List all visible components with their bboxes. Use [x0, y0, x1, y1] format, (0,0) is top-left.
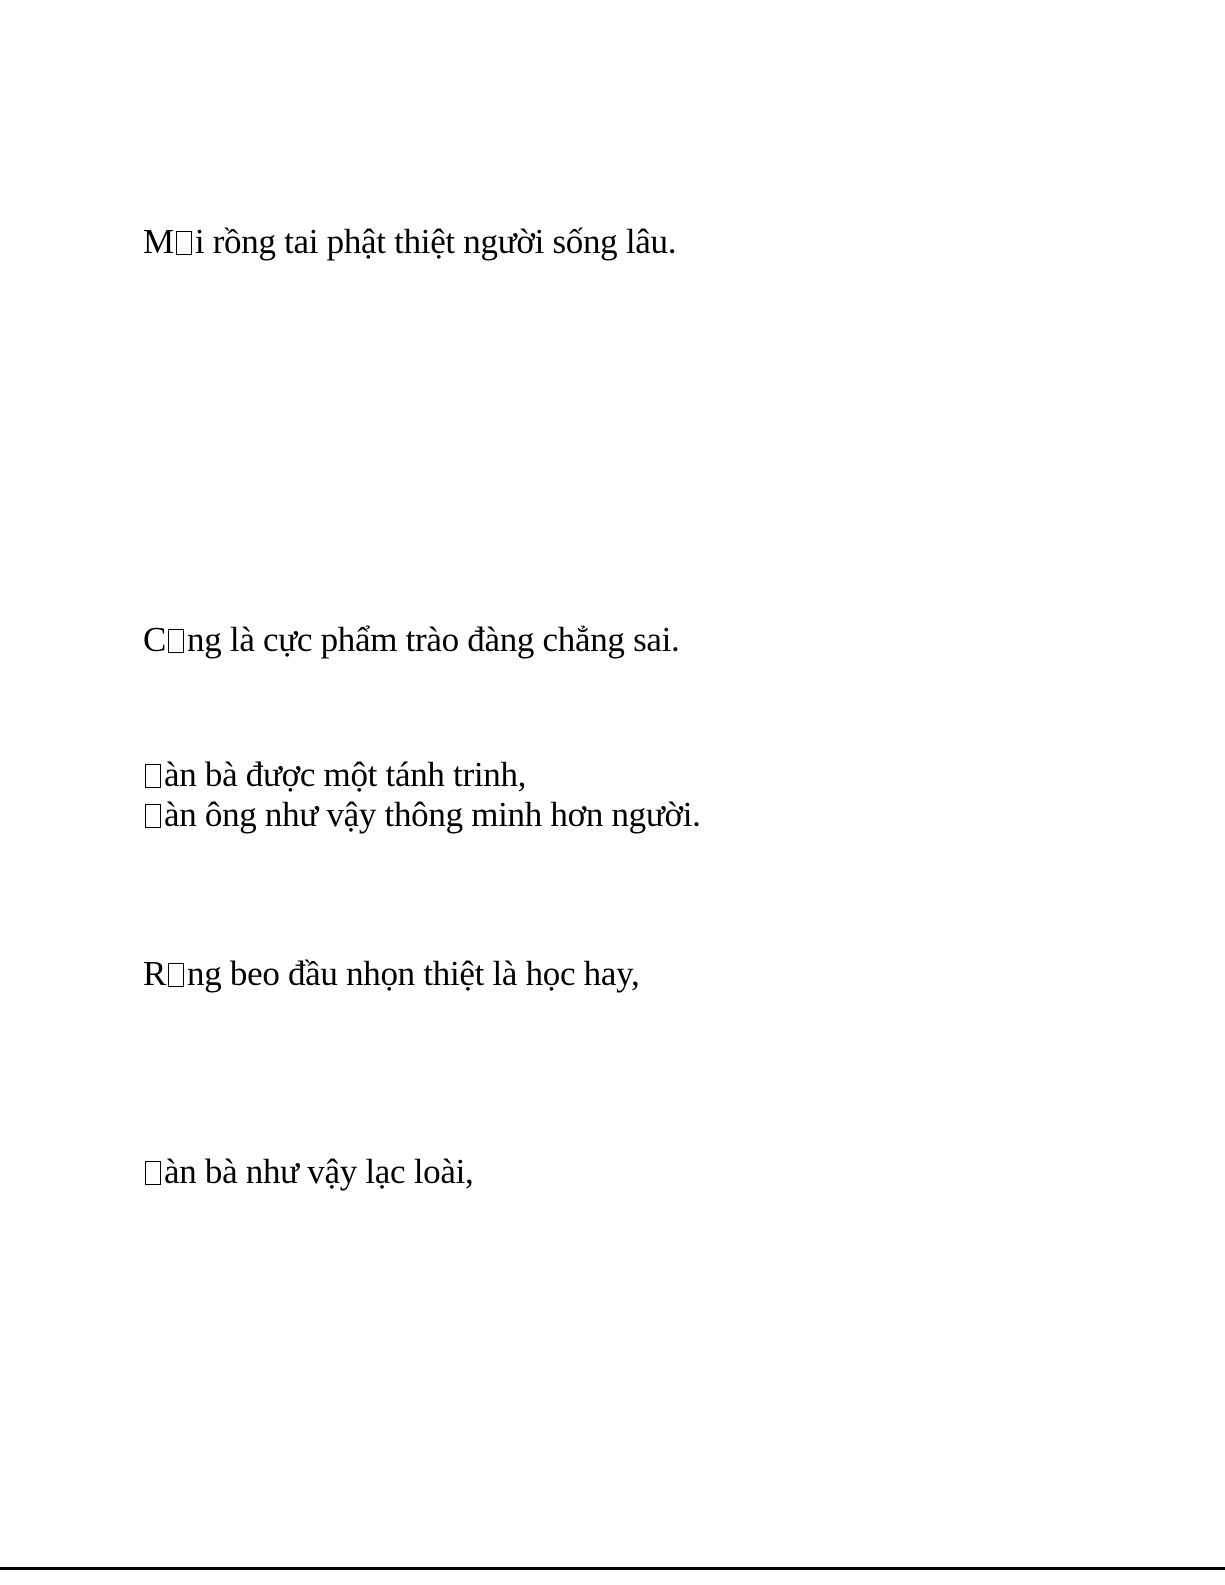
line-2-text: ng là cực phẩm trào đàng chẳng sai. [187, 620, 680, 659]
line-1-text: i rồng tai phật thiệt người sống lâu. [194, 222, 677, 261]
missing-glyph-icon [145, 1161, 161, 1185]
line-3-text: àn bà được một tánh trinh, [164, 755, 527, 794]
missing-glyph-icon [145, 764, 161, 788]
page-bottom-rule [0, 1567, 1225, 1570]
line-4-text: àn ông như vậy thông minh hơn người. [164, 795, 701, 834]
line-5-text: ng beo đầu nhọn thiệt là học hay, [187, 954, 640, 993]
missing-glyph-icon [168, 963, 184, 987]
line-5-prefix: R [143, 954, 167, 993]
text-line-1 [143, 222, 676, 262]
missing-glyph-icon [145, 804, 161, 828]
line-2-prefix: C [143, 620, 167, 659]
text-line-5 [143, 954, 639, 994]
text-line-6 [143, 1152, 473, 1192]
text-line-3 [143, 755, 526, 795]
missing-glyph-icon [176, 231, 192, 255]
text-line-2 [143, 620, 680, 660]
line-1-prefix: M [143, 222, 174, 261]
line-6-text: àn bà như vậy lạc loài, [164, 1152, 474, 1191]
missing-glyph-icon [168, 629, 184, 653]
text-line-4 [143, 795, 701, 835]
